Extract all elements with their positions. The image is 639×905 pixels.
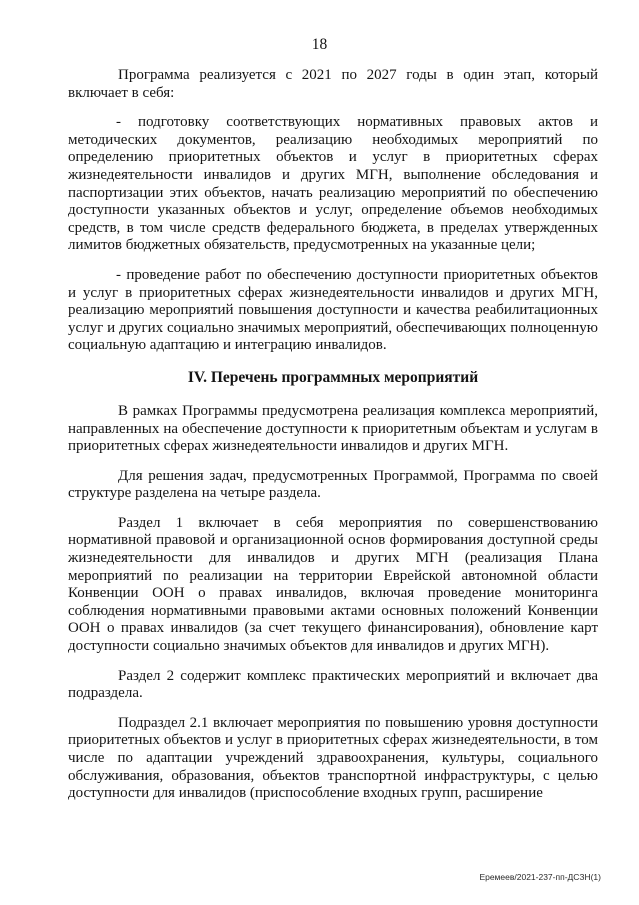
page-number: 18 bbox=[311, 36, 328, 53]
paragraph-program-stage: Программа реализуется с 2021 по 2027 годы в один этап, который включает в себя: bbox=[68, 67, 598, 101]
paragraph-list-item-2: - проведение работ по обеспечению доступности приоритетных объектов и услуг в приоритетных сферах жизнедеятельности инвалидов и других МГН, реализацию мероприятий повышения доступности и качества реабилитационных услуг и других социально значимых мероприятий, обеспечивающих полноценную социальную адаптацию и интеграцию инвалидов. bbox=[68, 266, 598, 354]
paragraph-program-complex: В рамках Программы предусмотрена реализация комплекса мероприятий, направленных на обеспечение доступности к приоритетным объектам и услугам в приоритетных сферах жизнедеятельности инвалидов и других МГН. bbox=[68, 402, 598, 455]
paragraph-list-item-1: - подготовку соответствующих нормативных правовых актов и методических документов, реализацию необходимых мероприятий по определению приоритетных объектов и услуг в приоритетных сферах жизнедеятельности инвалидов и других МГН, выполнение обследования и паспортизации этих объектов, начать реализацию мероприятий по обеспечению доступности указанных объектов и услуг, определение объемов необходимых средств, в том числе средств федерального бюджета, в пределах утвержденных лимитов бюджетных обязательств, предусмотренных на указанные цели; bbox=[68, 114, 598, 254]
paragraph-section-2: Раздел 2 содержит комплекс практических мероприятий и включает два подраздела. bbox=[68, 667, 598, 702]
paragraph-subsection-2-1: Подраздел 2.1 включает мероприятия по повышению уровня доступности приоритетных объектов и услуг в приоритетных сферах жизнедеятельности, в том числе по адаптации учреждений здравоохранения, культуры, социального обслуживания, образования, объектов транспортной инфраструктуры, с целью доступности для инвалидов (приспособление входных групп, расширение bbox=[68, 714, 598, 802]
paragraph-section-1: Раздел 1 включает в себя мероприятия по совершенствованию нормативной правовой и организационной основ формирования доступной среды жизнедеятельности для инвалидов и других МГН (реализация Плана мероприятий по реализации на территории Еврейской автономной области Конвенции ООН о правах инвалидов, включая проведение мониторинга соблюдения нормативными правовыми актами основных положений Конвенции ООН о правах инвалидов (за счет текущего финансирования), обновление карт доступности социально значимых объектов для инвалидов и других МГН). bbox=[68, 514, 598, 655]
paragraph-structure: Для решения задач, предусмотренных Программой, Программа по своей структуре разделена на четыре раздела. bbox=[68, 467, 598, 502]
document-footer-code: Еремеев/2021-237-пп-ДСЗН(1) bbox=[479, 872, 601, 882]
document-body bbox=[68, 67, 598, 815]
section-heading: IV. Перечень программных мероприятий bbox=[187, 368, 479, 386]
